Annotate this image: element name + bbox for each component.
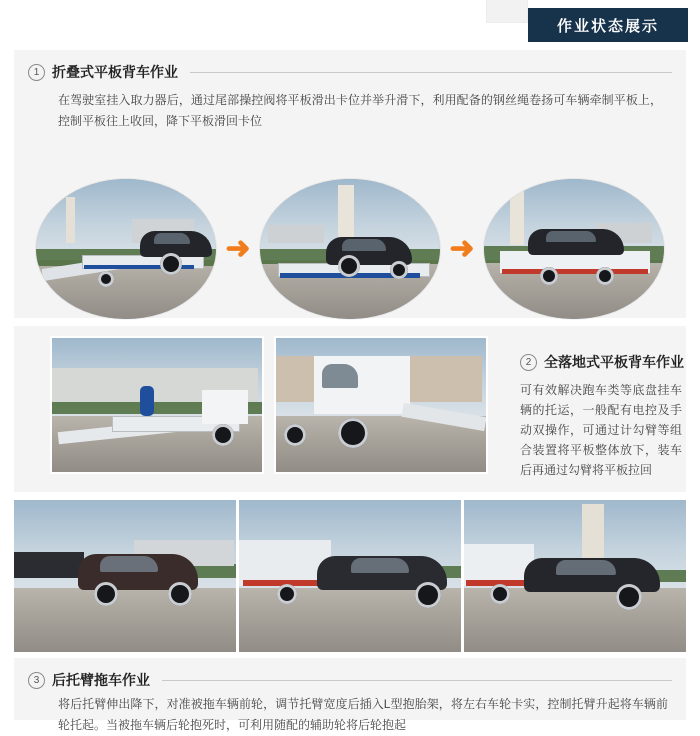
arrow-right-icon-2: ➜ xyxy=(449,232,475,265)
photo-car-window xyxy=(351,558,409,573)
photo-truck-wheel xyxy=(490,584,510,604)
photo-towing-2 xyxy=(239,500,461,652)
section-2-header xyxy=(520,352,690,372)
photo-operator xyxy=(140,386,154,416)
photo-car-wheel-2 xyxy=(168,582,192,606)
section-1-title: 折叠式平板背车作业 xyxy=(52,64,178,80)
photo-car-wheel xyxy=(415,582,441,608)
photo-flatbed-step-1 xyxy=(36,179,216,319)
photo-car-window xyxy=(556,560,616,575)
photo-cab-window xyxy=(322,364,358,388)
photo-car-window xyxy=(154,233,190,244)
photo-car-window xyxy=(546,231,596,242)
photo-rear-stripe xyxy=(502,269,648,274)
section-3-header xyxy=(14,658,686,690)
photo-landing-2 xyxy=(274,336,488,474)
photo-flatbed-step-3 xyxy=(484,179,664,319)
section-2-title: 全落地式平板背车作业 xyxy=(544,354,684,370)
section-1-number-icon: 1 xyxy=(28,64,45,81)
section-1-divider xyxy=(190,72,672,73)
photo-flatbed-step-2 xyxy=(260,179,440,319)
photo-tower xyxy=(510,189,524,245)
section-3-body: 将后托臂伸出降下，对准被拖车辆前轮，调节托臂宽度后插入L型抱胎架，将左右车轮卡实，控制托臂升起将车辆前轮托起。当被拖车辆后轮抱死时，可利用随配的辅助轮将后轮抱起 xyxy=(58,697,668,732)
section-rear-arm-towing xyxy=(14,658,686,732)
header-notch xyxy=(486,0,528,23)
section-folding-flatbed xyxy=(14,50,686,318)
photo-truck-cab xyxy=(202,390,248,424)
section-2-number-icon: 2 xyxy=(520,354,537,371)
section-1-body: 在驾驶室挂入取力器后，通过尾部操控阀将平板滑出卡位并举升滑下，利用配备的钢丝绳卷扬可车辆牵制平板上，控制平板往上收回，降下平板滑回卡位 xyxy=(58,93,662,128)
photo-truck-wheel xyxy=(390,261,408,279)
arrow-right-icon: ➜ xyxy=(225,232,251,265)
section-3-title: 后托臂拖车作业 xyxy=(52,672,150,688)
section-2-body: 可有效解决跑车类等底盘挂车辆的托运，一般配有电控及手动双操作，可通过计勾臂等组合装置将平板整体放下，装车后再通过勾臂将平板拉回 xyxy=(520,383,682,477)
photo-car-window xyxy=(100,556,158,572)
photo-building xyxy=(268,225,324,243)
photo-car-wheel xyxy=(338,255,360,277)
section-3-number-icon: 3 xyxy=(28,672,45,689)
photo-car-wheel xyxy=(94,582,118,606)
photo-truck-wheel xyxy=(98,271,114,287)
page-title: 作业状态展示 xyxy=(556,17,659,35)
section-1-photo-row xyxy=(14,180,686,318)
section-2-text-block xyxy=(520,352,690,480)
photo-ground xyxy=(14,588,236,652)
section-full-landing-flatbed xyxy=(14,326,686,492)
photo-truck-wheel xyxy=(338,418,368,448)
page-title-banner xyxy=(528,8,688,42)
section-2-photo-row xyxy=(50,336,488,474)
section-1-header xyxy=(14,50,686,82)
photo-landing-1 xyxy=(50,336,264,474)
photo-truck-wheel xyxy=(540,267,558,285)
photo-truck-wheel-2 xyxy=(596,267,614,285)
photo-truck-wheel-2 xyxy=(284,424,306,446)
photo-towing-1 xyxy=(14,500,236,652)
photo-towing-3 xyxy=(464,500,686,652)
photo-truck-wheel xyxy=(277,584,297,604)
section-3-photo-row xyxy=(14,500,686,652)
photo-truck-wheel xyxy=(212,424,234,446)
photo-car-wheel xyxy=(160,253,182,275)
photo-tow-arm xyxy=(14,552,84,578)
photo-car-wheel xyxy=(616,584,642,610)
photo-tower xyxy=(66,197,75,243)
photo-car-window xyxy=(342,239,386,251)
section-3-divider xyxy=(162,680,672,681)
